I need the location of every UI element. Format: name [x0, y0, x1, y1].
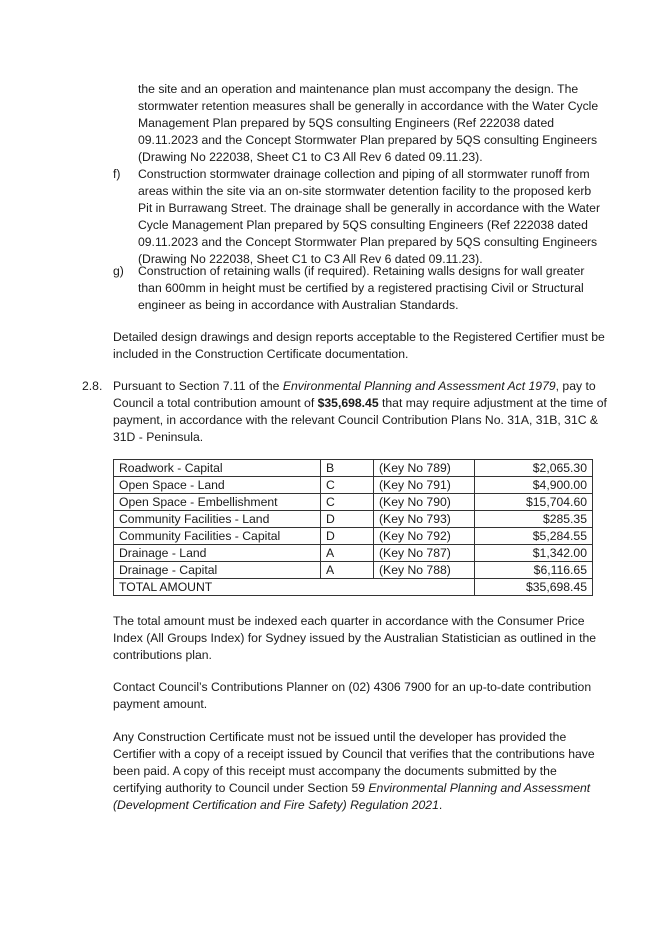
item-cell: Community Facilities - Capital: [114, 528, 321, 545]
table-row: [114, 562, 593, 579]
table-row: [114, 545, 593, 562]
clause-text-1: Pursuant to Section 7.11 of the: [113, 379, 283, 393]
key-cell: (Key No 793): [374, 511, 475, 528]
item-cell: Drainage - Capital: [114, 562, 321, 579]
table-row: [114, 460, 593, 477]
key-cell: (Key No 787): [374, 545, 475, 562]
design-drawings-paragraph: Detailed design drawings and design reports acceptable to the Registered Certifier must be included in the Construction Certificate documentation.: [113, 330, 605, 362]
clause-number: 2.8.: [82, 379, 103, 393]
item-cell: Community Facilities - Land: [114, 511, 321, 528]
table-row: [114, 477, 593, 494]
key-cell: (Key No 791): [374, 477, 475, 494]
plan-cell: D: [321, 528, 374, 545]
continuation-paragraph: the site and an operation and maintenance plan must accompany the design. The stormwater retention measures shall be generally in accordance with the Water Cycle Management Plan prepared by 5QS consulting Engineers (Ref 222038 dated 09.11.2023 and the Concept Stormwater Plan prepared by 5QS consulting Engineers (Drawing No 222038, Sheet C1 to C3 All Rev 6 dated 09.11.23).: [138, 82, 599, 165]
list-marker-f: f): [113, 167, 121, 181]
key-cell: (Key No 788): [374, 562, 475, 579]
plan-cell: C: [321, 494, 374, 511]
clause-paragraph: [113, 378, 608, 446]
contact-paragraph: Contact Council’s Contributions Planner on (02) 4306 7900 for an up-to-date contribution payment amount.: [113, 680, 592, 712]
plan-cell: C: [321, 477, 374, 494]
certificate-paragraph: [113, 729, 608, 814]
total-amount-bold: $35,698.45: [317, 396, 379, 411]
amount-cell: $1,342.00: [475, 545, 593, 562]
item-cell: Drainage - Land: [114, 545, 321, 562]
item-cell: Roadwork - Capital: [114, 460, 321, 477]
key-cell: (Key No 789): [374, 460, 475, 477]
total-label-cell: TOTAL AMOUNT: [114, 579, 475, 596]
plan-cell: D: [321, 511, 374, 528]
plan-cell: A: [321, 562, 374, 579]
clause-text-2: , pay to Council a total contribution amount of: [113, 379, 596, 411]
amount-cell: $6,116.65: [475, 562, 593, 579]
list-text-g: Construction of retaining walls (if required). Retaining walls designs for wall greater than 600mm in height must be certified by a registered practising Civil or Structural engineer as being in accordance with Australian Standards.: [138, 264, 585, 313]
key-cell: (Key No 792): [374, 528, 475, 545]
clause-text-3: that may require adjustment at the time of payment, in accordance with the relevant Council Contribution Plans No. 31A, 31B, 31C & 31D - Peninsula.: [113, 396, 607, 445]
item-cell: Open Space - Land: [114, 477, 321, 494]
certificate-text-2: .: [438, 798, 443, 813]
list-text-f: Construction stormwater drainage collection and piping of all stormwater runoff from areas within the site via an on-site stormwater detention facility to the proposed kerb Pit in Burrawang Street. The drainage shall be generally in accordance with the Water Cycle Management Plan prepared by 5QS consulting Engineers (Ref 222038 dated 09.11.2023 and the Concept Stormwater Plan prepared by 5QS consulting Engineers (Drawing No 222038, Sheet C1 to C3 All Rev 6 dated 09.11.23).: [138, 167, 601, 267]
contributions-table: [113, 459, 593, 596]
key-cell: (Key No 790): [374, 494, 475, 511]
amount-cell: $15,704.60: [475, 494, 593, 511]
certificate-text-1: Any Construction Certificate must not be issued until the developer has provided the Certifier with a copy of a receipt issued by Council that verifies that the contributions have been paid. A copy of this receipt must accompany the documents submitted by the certifying authority to Council under Section 59: [113, 730, 595, 796]
amount-cell: $2,065.30: [475, 460, 593, 477]
item-cell: Open Space - Embellishment: [114, 494, 321, 511]
act-name: Environmental Planning and Assessment Act 1979: [282, 379, 556, 393]
contributions-table-body: [114, 460, 593, 596]
amount-cell: $285.35: [475, 511, 593, 528]
table-total-row: [114, 579, 593, 596]
amount-cell: $5,284.55: [475, 528, 593, 545]
table-row: [114, 494, 593, 511]
regulation-name: Environmental Planning and Assessment (Development Certification and Fire Safety) Regulation 2021: [113, 781, 591, 813]
table-row: [114, 511, 593, 528]
table-row: [114, 528, 593, 545]
plan-cell: A: [321, 545, 374, 562]
amount-cell: $4,900.00: [475, 477, 593, 494]
list-item-f: [113, 166, 608, 269]
list-item-g: [113, 263, 608, 314]
indexation-paragraph: The total amount must be indexed each quarter in accordance with the Consumer Price Index (All Groups Index) for Sydney issued by the Australian Statistician as outlined in the contributions plan.: [113, 614, 597, 663]
plan-cell: B: [321, 460, 374, 477]
list-marker-g: g): [113, 264, 124, 278]
total-amount-cell: $35,698.45: [475, 579, 593, 596]
